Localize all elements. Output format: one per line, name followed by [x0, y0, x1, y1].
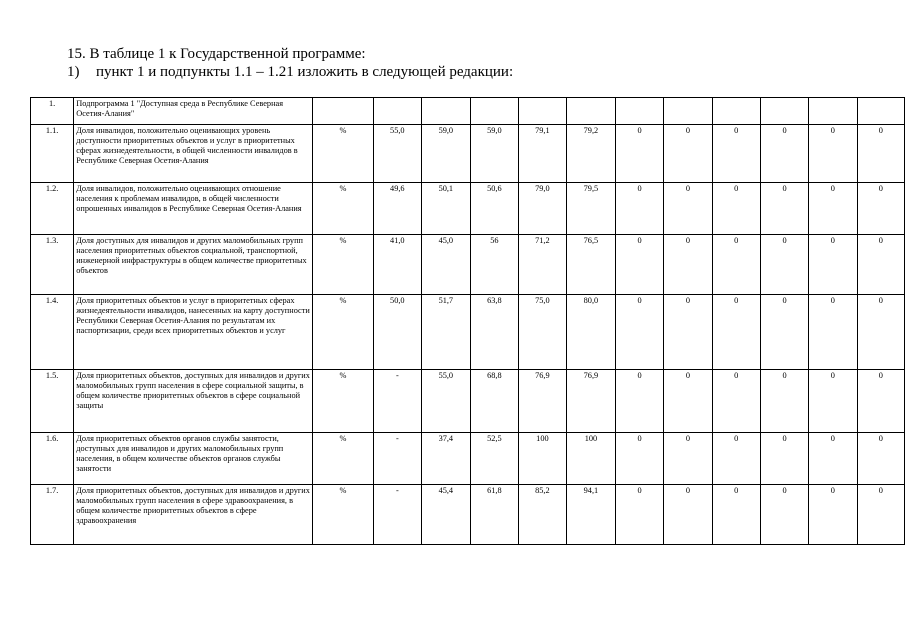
value-cell: 0: [664, 370, 712, 433]
value-cell: [421, 98, 470, 125]
value-cell: 0: [809, 295, 857, 370]
table-row: [31, 183, 905, 235]
value-cell: 49,6: [373, 183, 421, 235]
value-cell: 75,0: [518, 295, 566, 370]
value-cell: 0: [857, 183, 904, 235]
value-cell: 0: [712, 433, 760, 485]
value-cell: [566, 98, 615, 125]
value-cell: 0: [760, 125, 808, 183]
value-cell: [664, 98, 712, 125]
heading-line-2-number: 1): [67, 64, 80, 80]
value-cell: 0: [760, 183, 808, 235]
value-cell: 0: [760, 295, 808, 370]
value-cell: 56: [470, 235, 518, 295]
row-number-cell: 1.5.: [31, 370, 74, 433]
value-cell: [518, 98, 566, 125]
value-cell: 0: [760, 433, 808, 485]
value-cell: 85,2: [518, 485, 566, 545]
value-cell: 0: [712, 235, 760, 295]
indicator-name-cell: Подпрограмма 1 "Доступная среда в Республике Северная Осетия-Алания": [74, 98, 313, 125]
value-cell: 55,0: [373, 125, 421, 183]
value-cell: 76,9: [566, 370, 615, 433]
value-cell: 100: [518, 433, 566, 485]
value-cell: 0: [809, 235, 857, 295]
value-cell: 68,8: [470, 370, 518, 433]
value-cell: [373, 98, 421, 125]
value-cell: 94,1: [566, 485, 615, 545]
heading-line-1: 15. В таблице 1 к Государственной программе:: [67, 46, 366, 62]
value-cell: 59,0: [421, 125, 470, 183]
value-cell: 0: [712, 125, 760, 183]
value-cell: 55,0: [421, 370, 470, 433]
value-cell: [760, 98, 808, 125]
value-cell: 45,0: [421, 235, 470, 295]
unit-cell: %: [313, 295, 374, 370]
table-row: [31, 235, 905, 295]
value-cell: 0: [615, 235, 663, 295]
indicator-name-cell: Доля приоритетных объектов, доступных для инвалидов и других маломобильных групп населения в сфере здравоохранения, в общем количестве приоритетных объектов в сфере здравоохранения: [74, 485, 313, 545]
unit-cell: %: [313, 183, 374, 235]
program-indicators-table: [30, 97, 905, 545]
value-cell: 45,4: [421, 485, 470, 545]
value-cell: 0: [760, 370, 808, 433]
value-cell: 37,4: [421, 433, 470, 485]
value-cell: 0: [664, 485, 712, 545]
value-cell: 52,5: [470, 433, 518, 485]
value-cell: 0: [615, 295, 663, 370]
value-cell: 71,2: [518, 235, 566, 295]
value-cell: 0: [809, 125, 857, 183]
value-cell: 59,0: [470, 125, 518, 183]
unit-cell: %: [313, 125, 374, 183]
row-number-cell: 1.4.: [31, 295, 74, 370]
table-row: [31, 98, 905, 125]
value-cell: 0: [712, 370, 760, 433]
value-cell: -: [373, 370, 421, 433]
table-row: [31, 295, 905, 370]
value-cell: 79,5: [566, 183, 615, 235]
heading-line-2: [67, 63, 513, 81]
indicator-name-cell: Доля приоритетных объектов органов службы занятости, доступных для инвалидов и других маломобильных групп населения, в общем количестве объектов органов службы занятости: [74, 433, 313, 485]
row-number-cell: 1.2.: [31, 183, 74, 235]
row-number-cell: 1.: [31, 98, 74, 125]
indicator-name-cell: Доля приоритетных объектов и услуг в приоритетных сферах жизнедеятельности инвалидов, нанесенных на карту доступности Республики Северная Осетия-Алания по результатам их паспортизации, среди всех приоритетных объектов и услуг: [74, 295, 313, 370]
value-cell: 0: [615, 433, 663, 485]
value-cell: 50,6: [470, 183, 518, 235]
value-cell: 0: [809, 183, 857, 235]
unit-cell: [313, 98, 374, 125]
value-cell: 50,0: [373, 295, 421, 370]
value-cell: 0: [615, 125, 663, 183]
value-cell: 0: [809, 370, 857, 433]
value-cell: 0: [857, 433, 904, 485]
value-cell: 0: [615, 370, 663, 433]
value-cell: 0: [857, 485, 904, 545]
value-cell: [470, 98, 518, 125]
value-cell: [712, 98, 760, 125]
unit-cell: %: [313, 370, 374, 433]
value-cell: 0: [712, 485, 760, 545]
row-number-cell: 1.3.: [31, 235, 74, 295]
value-cell: 0: [712, 295, 760, 370]
value-cell: 61,8: [470, 485, 518, 545]
value-cell: 0: [664, 183, 712, 235]
row-number-cell: 1.7.: [31, 485, 74, 545]
heading-line-2-text: пункт 1 и подпункты 1.1 – 1.21 изложить в следующей редакции:: [96, 64, 514, 80]
value-cell: [857, 98, 904, 125]
value-cell: 0: [760, 235, 808, 295]
value-cell: 0: [809, 433, 857, 485]
value-cell: 50,1: [421, 183, 470, 235]
value-cell: 0: [857, 235, 904, 295]
value-cell: 0: [664, 235, 712, 295]
value-cell: 79,0: [518, 183, 566, 235]
value-cell: 0: [809, 485, 857, 545]
value-cell: 51,7: [421, 295, 470, 370]
value-cell: 0: [857, 370, 904, 433]
unit-cell: %: [313, 485, 374, 545]
table-row: [31, 485, 905, 545]
value-cell: [809, 98, 857, 125]
value-cell: 0: [760, 485, 808, 545]
indicator-name-cell: Доля приоритетных объектов, доступных для инвалидов и других маломобильных групп населения в сфере социальной защиты, в общем количестве приоритетных объектов в сфере социальной защиты: [74, 370, 313, 433]
value-cell: 76,9: [518, 370, 566, 433]
row-number-cell: 1.6.: [31, 433, 74, 485]
indicator-name-cell: Доля инвалидов, положительно оценивающих уровень доступности приоритетных объектов и услуг в приоритетных сферах жизнедеятельности, в общей численности инвалидов в Республике Северная Осетия-Алания: [74, 125, 313, 183]
indicator-name-cell: Доля инвалидов, положительно оценивающих отношение населения к проблемам инвалидов, в общей численности опрошенных инвалидов в Республике Северная Осетия-Алания: [74, 183, 313, 235]
value-cell: 80,0: [566, 295, 615, 370]
value-cell: 0: [664, 295, 712, 370]
table-row: [31, 370, 905, 433]
value-cell: 100: [566, 433, 615, 485]
indicator-name-cell: Доля доступных для инвалидов и других маломобильных групп населения приоритетных объектов социальной, транспортной, инженерной инфраструктуры в общем количестве приоритетных объектов: [74, 235, 313, 295]
unit-cell: %: [313, 433, 374, 485]
value-cell: 41,0: [373, 235, 421, 295]
table-row: [31, 433, 905, 485]
value-cell: 76,5: [566, 235, 615, 295]
value-cell: 0: [857, 295, 904, 370]
value-cell: 0: [615, 485, 663, 545]
unit-cell: %: [313, 235, 374, 295]
value-cell: 0: [664, 125, 712, 183]
value-cell: 0: [664, 433, 712, 485]
value-cell: 0: [712, 183, 760, 235]
value-cell: -: [373, 485, 421, 545]
table-row: [31, 125, 905, 183]
value-cell: 0: [857, 125, 904, 183]
value-cell: 0: [615, 183, 663, 235]
value-cell: 79,1: [518, 125, 566, 183]
value-cell: -: [373, 433, 421, 485]
value-cell: 79,2: [566, 125, 615, 183]
value-cell: 63,8: [470, 295, 518, 370]
row-number-cell: 1.1.: [31, 125, 74, 183]
value-cell: [615, 98, 663, 125]
